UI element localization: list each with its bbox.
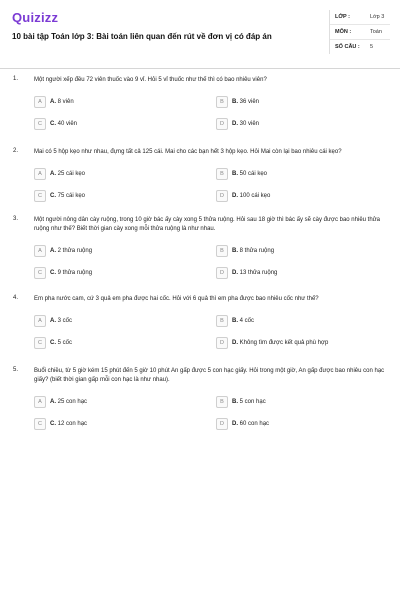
question-text: Một người nông dân cày ruộng, trong 10 giờ bác ấy cày xong 5 thửa ruộng. Hỏi sau 18 giờ thì bác ấy sẽ cày được bao nhiêu thửa ruộng như thế? Biết thời gian cày xong mỗi thửa ruộng là như nhau. [34,217,381,232]
option-text [50,190,85,202]
option-key: D. [232,270,238,276]
option-value: 2 thửa ruộng [57,248,93,254]
option-key: C. [50,340,56,346]
question-number: 1. [13,76,19,82]
option-text [50,267,92,279]
option-key: C. [50,421,56,427]
option-text [232,190,270,202]
meta-label: MÔN : [335,29,352,35]
option-key: A. [50,99,56,105]
option-value: 60 con hạc [239,421,270,427]
option-key: B. [232,171,238,177]
option-value: 9 thửa ruộng [57,270,93,276]
option-letter-badge: B [216,396,228,408]
option-text [232,315,254,327]
answer-option-c[interactable] [34,118,194,130]
option-letter-badge: C [34,418,46,430]
worksheet-header [0,0,400,69]
option-key: C. [50,193,56,199]
option-value: 5 cốc [57,340,73,346]
option-letter-badge: A [34,168,46,180]
option-text [50,396,87,408]
answer-option-a[interactable] [34,315,194,327]
option-text [232,96,259,108]
question-text: Mai có 5 hộp kẹo như nhau, đựng tất cả 125 cái. Mai cho các bạn hết 3 hộp kẹo. Hỏi Mai còn lại bao nhiêu cái kẹo? [34,149,342,155]
question-text: Em pha nước cam, cứ 3 quả em pha được hai cốc. Hỏi với 6 quả thì em pha được bao nhiêu cốc như thế? [34,296,319,302]
answer-option-c[interactable] [34,418,194,430]
option-value: 25 con hạc [57,399,88,405]
option-value: 4 cốc [239,318,255,324]
option-key: A. [50,318,56,324]
option-key: A. [50,248,56,254]
answer-option-d[interactable] [216,418,376,430]
meta-row-class [330,10,390,25]
option-key: B. [232,248,238,254]
meta-value: Toán [370,29,382,35]
option-letter-badge: A [34,245,46,257]
option-value: 12 con hạc [57,421,88,427]
option-text [232,245,274,257]
answer-option-d[interactable] [216,267,376,279]
meta-row-count [330,40,390,54]
option-key: D. [232,421,238,427]
answer-option-b[interactable] [216,245,376,257]
question-number: 3. [13,216,19,222]
option-key: B. [232,99,238,105]
answer-option-a[interactable] [34,396,194,408]
option-key: D. [232,193,238,199]
option-letter-badge: D [216,267,228,279]
answer-option-b[interactable] [216,396,376,408]
option-letter-badge: B [216,168,228,180]
option-key: C. [50,270,56,276]
option-letter-badge: D [216,190,228,202]
option-letter-badge: C [34,267,46,279]
option-text [50,168,85,180]
option-value: 8 viên [57,99,74,105]
answer-option-b[interactable] [216,96,376,108]
option-text [232,418,269,430]
option-text [232,168,267,180]
option-value: Không tìm được kết quả phù hợp [239,340,329,346]
answer-option-d[interactable] [216,190,376,202]
option-letter-badge: B [216,96,228,108]
option-value: 25 cái kẹo [57,171,86,177]
option-text [50,96,74,108]
answer-option-a[interactable] [34,168,194,180]
question-number: 5. [13,367,19,373]
option-key: B. [232,399,238,405]
option-letter-badge: D [216,118,228,130]
option-text [232,396,266,408]
answer-option-a[interactable] [34,245,194,257]
meta-label: LỚP : [335,14,350,20]
option-value: 5 con hạc [239,399,266,405]
answer-option-a[interactable] [34,96,194,108]
option-text [50,418,87,430]
option-value: 36 viên [239,99,260,105]
answer-option-b[interactable] [216,315,376,327]
option-text [50,118,77,130]
option-letter-badge: B [216,315,228,327]
meta-box [329,10,390,54]
option-text [232,267,277,279]
meta-label: SỐ CÂU : [335,44,360,50]
answer-option-b[interactable] [216,168,376,180]
answer-option-c[interactable] [34,190,194,202]
option-letter-badge: A [34,96,46,108]
option-letter-badge: A [34,396,46,408]
question-text: Buổi chiều, từ 5 giờ kém 15 phút đến 5 giờ 10 phút An gấp được 5 con hạc giấy. Hỏi trong một giờ, An gấp được bao nhiêu con hạc giấy? (biết thời gian gấp mỗi con hạc là như nhau). [34,368,385,383]
option-value: 8 thửa ruộng [239,248,275,254]
option-letter-badge: C [34,118,46,130]
option-letter-badge: D [216,418,228,430]
option-text [50,315,72,327]
option-key: D. [232,340,238,346]
option-value: 30 viên [239,121,260,127]
question-text: Một người xếp đều 72 viên thuốc vào 9 vỉ. Hỏi 5 vỉ thuốc như thế thì có bao nhiêu viên? [34,77,267,83]
meta-value: 5 [370,44,374,50]
option-key: C. [50,121,56,127]
option-value: 13 thửa ruộng [239,270,278,276]
option-letter-badge: D [216,337,228,349]
answer-option-d[interactable] [216,337,376,349]
option-value: 3 cốc [57,318,73,324]
option-letter-badge: C [34,337,46,349]
option-key: B. [232,318,238,324]
answer-option-c[interactable] [34,337,194,349]
answer-option-c[interactable] [34,267,194,279]
option-value: 75 cái kẹo [57,193,86,199]
option-letter-badge: B [216,245,228,257]
option-key: D. [232,121,238,127]
option-value: 50 cái kẹo [239,171,268,177]
option-text [232,118,259,130]
option-key: A. [50,399,56,405]
option-letter-badge: A [34,315,46,327]
option-text [50,245,92,257]
option-value: 100 cái kẹo [239,193,271,199]
worksheet-title: 10 bài tập Toán lớp 3: Bài toán liên quan đến rút về đơn vị có đáp án [12,32,272,41]
quizizz-logo: Quizizz [12,10,59,25]
option-text [50,337,72,349]
question-number: 2. [13,148,19,154]
option-key: A. [50,171,56,177]
option-value: 40 viên [57,121,78,127]
answer-option-d[interactable] [216,118,376,130]
option-text [232,337,328,349]
meta-row-subject [330,25,390,40]
question-number: 4. [13,295,19,301]
option-letter-badge: C [34,190,46,202]
meta-value: Lớp 3 [370,14,385,20]
